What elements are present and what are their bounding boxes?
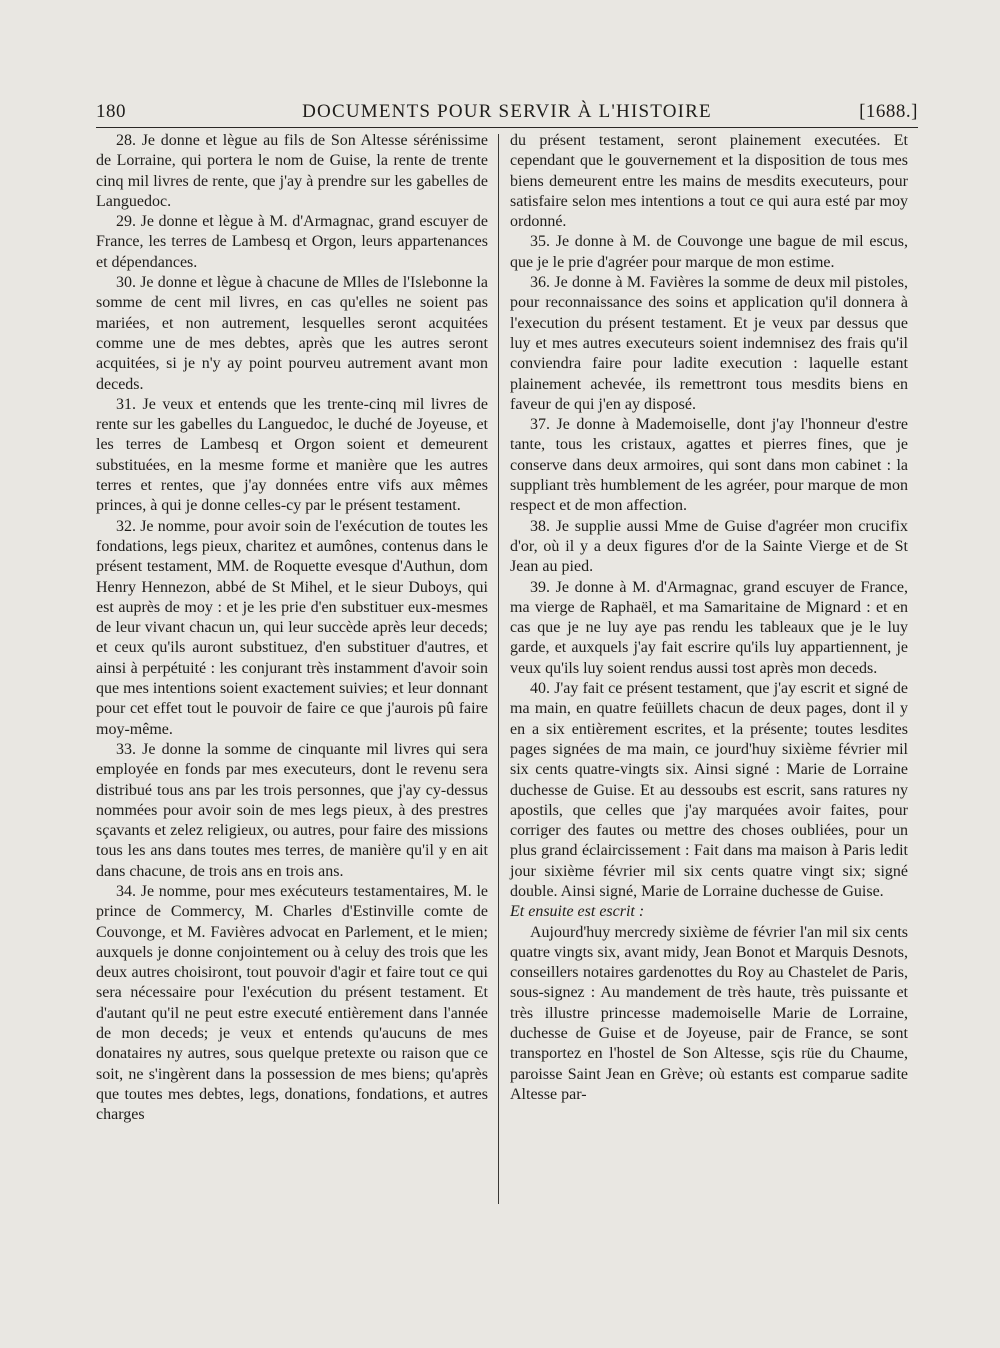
article-32: 32. Je nomme, pour avoir soin de l'exécution de toutes les fondations, legs pieux, charitez et aumônes, contenus dans le présent testament, MM. de Roquette evesque d'Authun, dom Henry Hennezon, abbé de St Mihel, et le sieur Duboys, qui est auprès de moy : et je les prie d'en substituer eux-mesmes de leur vivant chacun un, qui leur succède après leur deceds; et ceux qu'ils auront substituez, d'en substituer d'autres, et ainsi à perpétuité : les conjurant très instamment d'avoir soin que mes intentions soient exactement suivies; et leur donnant pour cet effet tout le pouvoir de faire ce que j'aurois pû faire moy-même. — [96, 517, 488, 738]
article-34: 34. Je nomme, pour mes exécuteurs testamentaires, M. le prince de Commercy, M. Charles d'Estinville comte de Couvonge, et M. Favières advocat en Parlement, et le mien; auxquels je donne conjointement ou à celuy des trois que les deux autres choisiront, tout pouvoir d'agir et faire tout ce qui sera nécessaire pour l'exécution du présent testament. Et d'autant qu'il ne peut estre executé entièrement dans l'année de mon deceds; je veux et entends qu'aucuns de mes donataires ny autres, sous quelque pretexte ou raison que ce soit, ne s'ingèrent dans la possession de mes biens; qu'après que toutes mes debtes, legs, donations, fondations, et autres charges — [96, 882, 488, 1124]
column-divider — [498, 134, 499, 1204]
article-30: 30. Je donne et lègue à chacune de Mlles de l'Islebonne la somme de cent mil livres, en cas qu'elles ne soient pas mariées, et non autrement, lesquelles seront acquitées comme une de mes debtes, après que les autres seront acquitées, si je n'y ay point pourveu autrement avant mon deceds. — [96, 274, 488, 393]
page-header — [96, 101, 918, 127]
italic-note-text: Et ensuite est escrit : — [510, 903, 645, 921]
running-year: [1688.] — [859, 101, 918, 122]
article-39: 39. Je donne à M. d'Armagnac, grand escuyer de France, ma vierge de Raphaël, et ma Samaritaine de Mignard : et en cas que je ne luy aye pas rendu les tableaux que je le luy garde, et auxquels j'ay fait escrire qu'ils luy appartiennent, je veux qu'ils luy soient rendus aussi tost après mon deceds. — [510, 578, 908, 677]
article-34-continued: du présent testament, seront plainement executées. Et cependant que le gouvernement et la disposition de tous mes biens demeurent entre les mains de mesdits executeurs, pour satisfaire selon mes intentions a tout ce qui aura esté par moy ordonné. — [510, 132, 908, 231]
article-31: 31. Je veux et entends que les trente-cinq mil livres de rente sur les gabelles du Languedoc, le duché de Joyeuse, et les terres de Lambesq et Orgon soient et demeurent substituées, en la mesme forme et manière que les autres terres et rentes, que j'ay données entre vifs aux mêmes princes, à qui je donne celles-cy par le présent testament. — [96, 395, 488, 515]
header-rule — [96, 127, 918, 128]
article-28: 28. Je donne et lègue au fils de Son Altesse sérénissime de Lorraine, qui portera le nom de Guise, la rente de trente cinq mil livres de rente, que j'ay à prendre sur les gabelles de Languedoc. — [96, 132, 488, 210]
article-33: 33. Je donne la somme de cinquante mil livres qui sera employée en fonds par mes executeurs, dont le revenu sera distribué tous ans par les trois personnes, que j'ay cy-dessus nommées pour avoir soin de mes legs pieux, à des prestres sçavants et zelez religieux, ou autres, pour faire des missions tous les ans dans toutes mes terres, de manière qu'il y en ait dans chacune, de trois ans en trois ans. — [96, 740, 488, 880]
left-column — [96, 131, 488, 1126]
page-number: 180 — [96, 101, 126, 122]
article-38: 38. Je supplie aussi Mme de Guise d'agréer mon crucifix d'or, où il y a deux figures d'or de la Sainte Vierge et de St Jean au pied. — [510, 517, 908, 576]
right-column — [510, 131, 908, 1105]
notarial-act: Aujourd'huy mercredy sixième de février l'an mil six cents quatre vingts six, avant midy, Jean Bonot et Marquis Desnots, conseillers notaires gardenottes du Roy au Chastelet de Paris, sous-signez : Au mandement de très haute, très puissante et très illustre princesse mademoiselle Marie de Lorraine, duchesse de Guise et de Joyeuse, pair de France, se sont transportez en l'hostel de Son Altesse, sçis rüe du Chaume, paroisse Saint Jean en Grève; où estants est comparue sadite Altesse par- — [510, 923, 908, 1103]
italic-note — [510, 902, 908, 922]
article-36: 36. Je donne à M. Favières la somme de deux mil pistoles, pour reconnaissance des soins et application qu'il donnera à l'execution du présent testament. Et je veux par dessus que luy et mes autres executeurs soient indemnisez des frais qu'il conviendra faire pour ladite execution : laquelle estant plainement achevée, ils remettront tous mesdits biens en faveur de qui j'en ay disposé. — [510, 274, 908, 413]
article-29: 29. Je donne et lègue à M. d'Armagnac, grand escuyer de France, les terres de Lambesq et Orgon, leurs appartenances et dépendances. — [96, 213, 488, 271]
article-40: 40. J'ay fait ce présent testament, que j'ay escrit et signé de ma main, en quatre feüillets chacun de deux pages, dont il y en a six entièrement escrites, et la présente; toutes lesdites pages signées de ma main, ce jourd'huy sixième février mil six cents quatre-vingts six. Ainsi signé : Marie de Lorraine duchesse de Guise. Et au dessoubs est escrit, sans ratures ny apostils, que celles que j'ay marquées avoir faites, pour corriger des fautes ou mettre des choses oubliées, pour un plus grand éclaircissement : Fait dans ma maison à Paris ledit jour sixième février mil six cents quatre vingt six; signé double. Ainsi signé, Marie de Lorraine duchesse de Guise. — [510, 680, 908, 900]
running-title: DOCUMENTS POUR SERVIR À L'HISTOIRE — [302, 101, 712, 122]
article-37: 37. Je donne à Mademoiselle, dont j'ay l'honneur d'estre tante, tous les cristaux, agattes et pierres fines, que je conserve dans deux armoires, qui sont dans mon cabinet : la suppliant très humblement de les agréer, pour marque de mon respect et de mon affection. — [510, 416, 908, 515]
article-35: 35. Je donne à M. de Couvonge une bague de mil escus, que je le prie d'agréer pour marque de mon estime. — [510, 233, 908, 271]
